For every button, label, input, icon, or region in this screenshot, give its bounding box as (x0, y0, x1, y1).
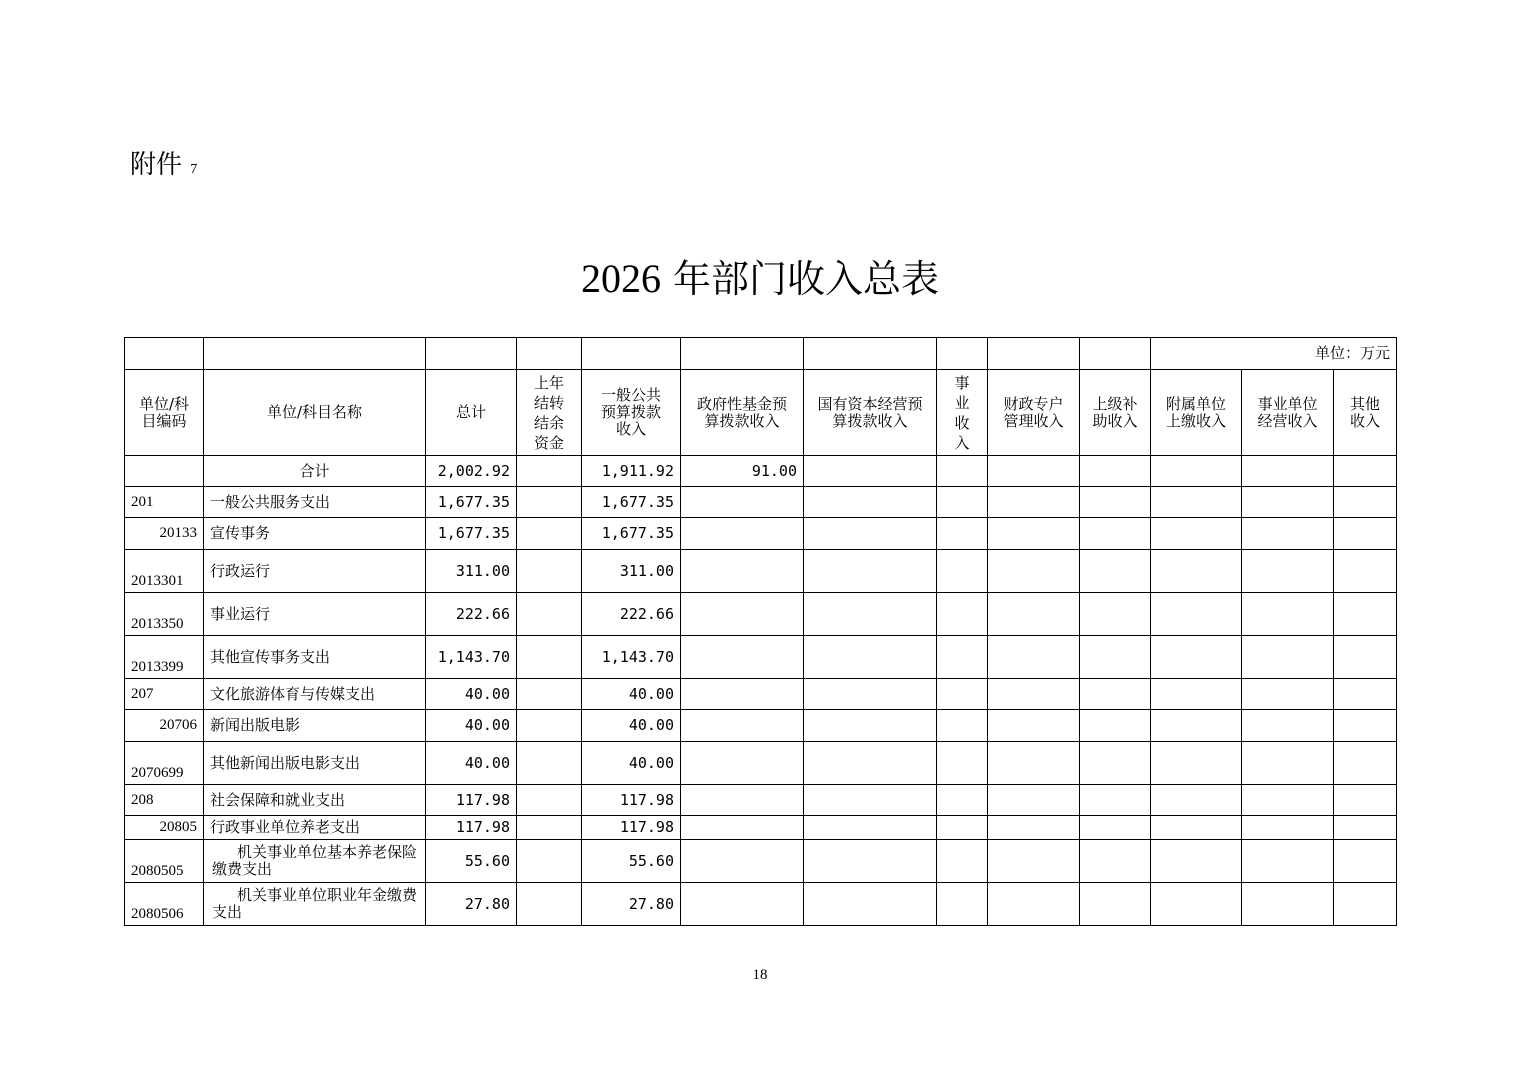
attachment-number: 7 (190, 162, 198, 177)
row-code: 2080505 (125, 840, 204, 883)
row-total: 40.00 (426, 679, 517, 710)
row-name: 机关事业单位职业年金缴费支出 (204, 883, 426, 926)
header-row (125, 370, 1397, 456)
attachment-label (130, 144, 197, 181)
header-name: 单位/科目名称 (204, 370, 426, 456)
row-code: 20133 (125, 518, 204, 550)
row-code: 2080506 (125, 883, 204, 926)
row-name: 事业运行 (204, 593, 426, 636)
row-code: 20706 (125, 710, 204, 742)
income-summary-table (124, 337, 1397, 926)
row-name: 其他宣传事务支出 (204, 636, 426, 679)
row-total: 1,677.35 (426, 518, 517, 550)
header-affiliate: 附属单位上缴收入 (1151, 370, 1242, 456)
header-code: 单位/科目编码 (125, 370, 204, 456)
header-general: 一般公共预算拨款收入 (582, 370, 681, 456)
table-row (125, 710, 1397, 742)
row-general: 40.00 (582, 679, 681, 710)
table-row (125, 679, 1397, 710)
row-name: 新闻出版电影 (204, 710, 426, 742)
row-name: 行政事业单位养老支出 (204, 816, 426, 840)
row-name: 行政运行 (204, 550, 426, 593)
header-govfund: 政府性基金预算拨款收入 (681, 370, 804, 456)
row-code: 207 (125, 679, 204, 710)
row-name: 社会保障和就业支出 (204, 785, 426, 816)
table-row (125, 518, 1397, 550)
table-row (125, 840, 1397, 883)
title-text: 年部门收入总表 (673, 257, 940, 301)
table-row (125, 883, 1397, 926)
row-general: 222.66 (582, 593, 681, 636)
row-general: 1,677.35 (582, 487, 681, 518)
total-row (125, 456, 1397, 487)
row-general: 40.00 (582, 710, 681, 742)
row-name: 文化旅游体育与传媒支出 (204, 679, 426, 710)
row-code: 201 (125, 487, 204, 518)
total-govfund: 91.00 (681, 456, 804, 487)
row-total: 117.98 (426, 816, 517, 840)
row-name: 其他新闻出版电影支出 (204, 742, 426, 785)
unit-row (125, 338, 1397, 370)
row-general: 117.98 (582, 816, 681, 840)
row-total: 40.00 (426, 742, 517, 785)
header-business: 事业收入 (937, 370, 988, 456)
row-general: 1,143.70 (582, 636, 681, 679)
row-total: 55.60 (426, 840, 517, 883)
row-code: 2013301 (125, 550, 204, 593)
row-code: 2013399 (125, 636, 204, 679)
row-total: 27.80 (426, 883, 517, 926)
row-total: 311.00 (426, 550, 517, 593)
table-row (125, 816, 1397, 840)
total-label: 合计 (204, 456, 426, 487)
row-code: 2013350 (125, 593, 204, 636)
row-code: 2070699 (125, 742, 204, 785)
row-code: 20805 (125, 816, 204, 840)
header-total: 总计 (426, 370, 517, 456)
row-general: 1,677.35 (582, 518, 681, 550)
table-row (125, 550, 1397, 593)
total-general: 1,911.92 (582, 456, 681, 487)
total-total: 2,002.92 (426, 456, 517, 487)
page-title (0, 248, 1520, 303)
table-row (125, 742, 1397, 785)
row-name: 机关事业单位基本养老保险缴费支出 (204, 840, 426, 883)
header-subsidy: 上级补助收入 (1080, 370, 1151, 456)
row-general: 27.80 (582, 883, 681, 926)
table-row (125, 487, 1397, 518)
header-carryover: 上年结转结余资金 (517, 370, 582, 456)
row-total: 117.98 (426, 785, 517, 816)
table-row (125, 785, 1397, 816)
header-fiscal: 财政专户管理收入 (988, 370, 1080, 456)
row-total: 222.66 (426, 593, 517, 636)
row-total: 1,677.35 (426, 487, 517, 518)
header-other: 其他收入 (1334, 370, 1397, 456)
header-operation: 事业单位经营收入 (1242, 370, 1334, 456)
unit-label: 单位：万元 (1151, 338, 1397, 370)
header-stateasset: 国有资本经营预算拨款收入 (804, 370, 937, 456)
row-code: 208 (125, 785, 204, 816)
title-year: 2026 (580, 256, 661, 301)
attachment-prefix: 附件 (130, 150, 183, 180)
row-general: 40.00 (582, 742, 681, 785)
row-general: 311.00 (582, 550, 681, 593)
table-row (125, 593, 1397, 636)
row-general: 55.60 (582, 840, 681, 883)
row-general: 117.98 (582, 785, 681, 816)
row-name: 一般公共服务支出 (204, 487, 426, 518)
row-name: 宣传事务 (204, 518, 426, 550)
row-total: 1,143.70 (426, 636, 517, 679)
row-total: 40.00 (426, 710, 517, 742)
table-row (125, 636, 1397, 679)
page-number: 18 (752, 967, 768, 983)
